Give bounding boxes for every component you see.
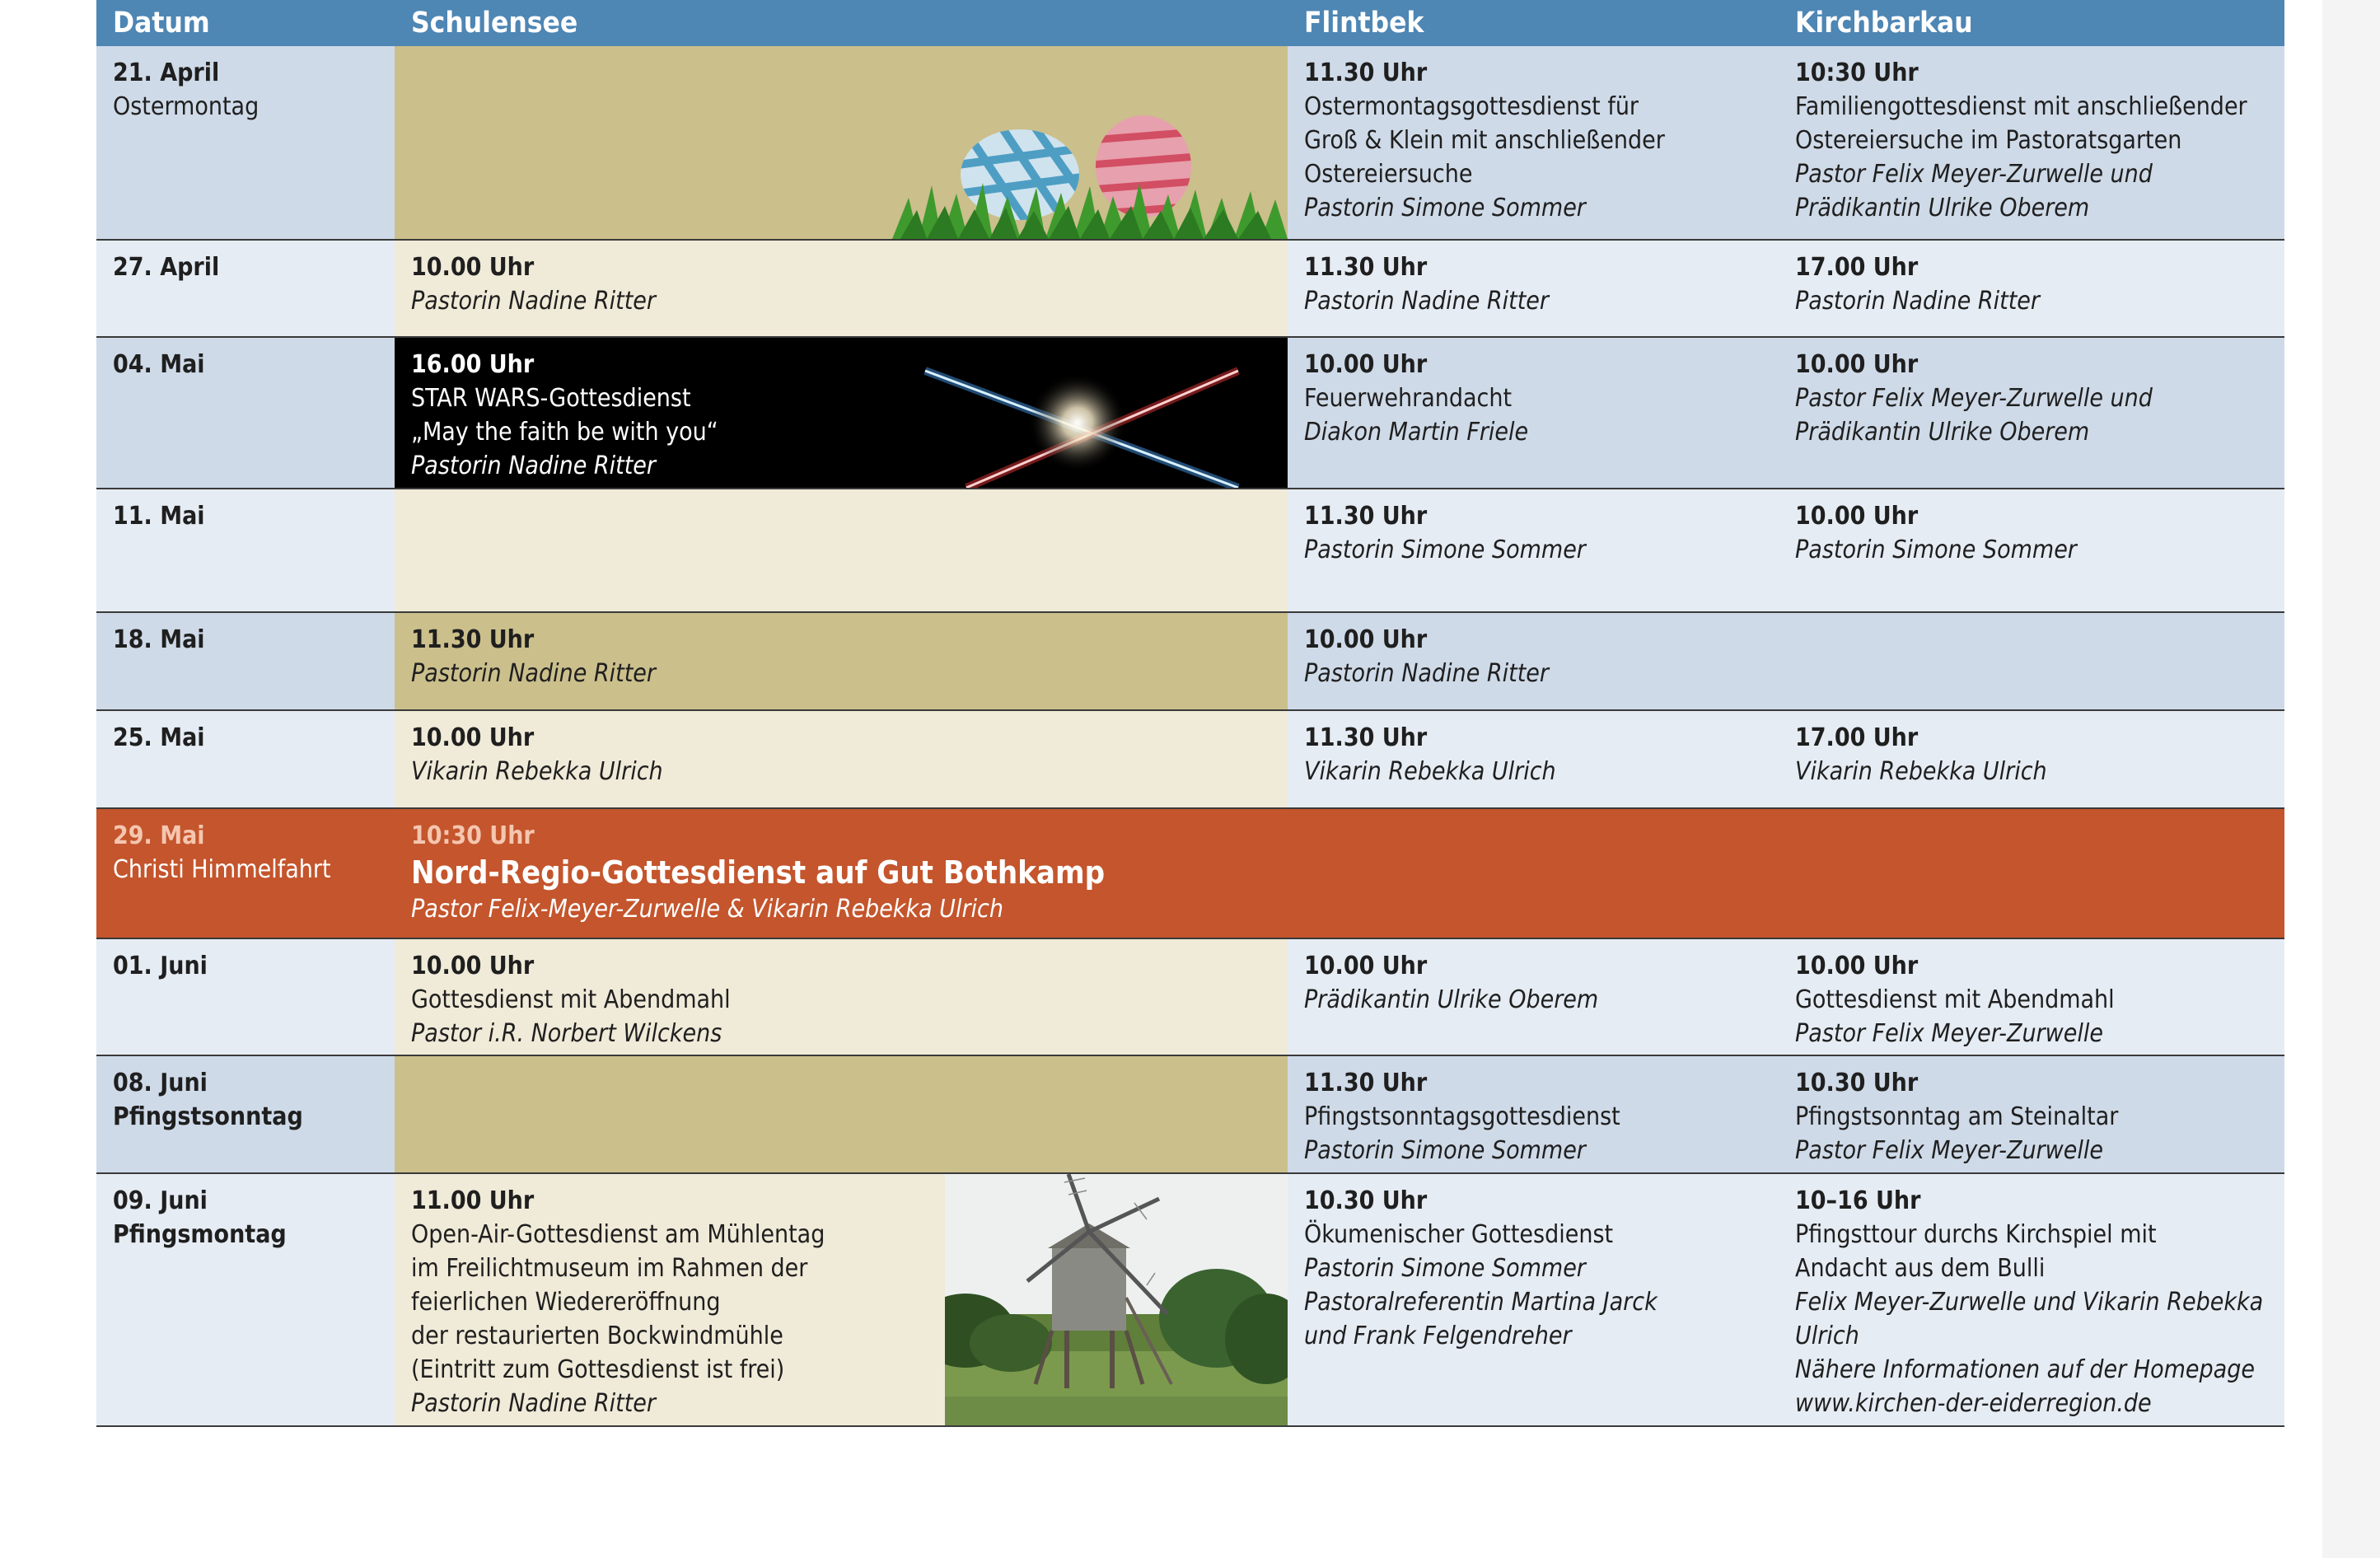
schedule-row [96,1173,2284,1426]
service-leader: Pastorin Simone Sommer [1304,1136,1586,1165]
schulensee-cell [395,46,1288,240]
kirchbarkau-cell [1779,337,2284,489]
date-label: 04. Mai [113,350,205,379]
service-time: 11.30 Uhr [411,625,535,654]
kirchbarkau-cell [1779,240,2284,337]
service-description: Ostermontagsgottesdienst für [1304,92,1639,121]
service-leader: Pastor Felix-Meyer-Zurwelle & Vikarin Rebekka Ulrich [411,895,1003,924]
service-leader: Pastorin Nadine Ritter [411,287,656,316]
service-description: Pfingsttour durchs Kirchspiel mit [1795,1220,2157,1249]
service-time: 10–16 Uhr [1795,1186,1921,1215]
schulensee-cell [395,1173,1288,1426]
service-leader: Pastorin Nadine Ritter [1304,659,1549,688]
date-cell [96,1173,395,1426]
flintbek-cell [1288,1055,1779,1173]
flintbek-cell [1288,489,1779,612]
kirchbarkau-cell [1779,710,2284,808]
date-cell [96,938,395,1055]
kirchbarkau-cell [1779,489,2284,612]
service-leader: Diakon Martin Friele [1304,418,1529,447]
service-leader: Prädikantin Ulrike Oberem [1304,985,1599,1014]
service-leader: Pastorin Nadine Ritter [411,451,656,480]
lightsaber-illustration [909,338,1288,488]
date-label: 29. Mai [113,821,205,850]
service-description: der restaurierten Bockwindmühle [411,1322,783,1350]
schulensee-cell [395,489,1288,612]
date-cell [96,808,395,938]
schulensee-cell [395,612,1288,710]
date-label: 08. Juni [113,1069,208,1097]
service-leader: Vikarin Rebekka Ulrich [1795,757,2047,786]
service-leader: Pastorin Nadine Ritter [1795,287,2040,316]
service-time: 10.00 Uhr [411,952,535,980]
service-time: 17.00 Uhr [1795,723,1919,752]
flintbek-cell [1288,46,1779,240]
service-time: 11.00 Uhr [411,1186,535,1215]
header-date: Datum [96,0,395,46]
schedule-row [96,46,2284,240]
flintbek-cell [1288,1173,1779,1426]
service-leader: Pastorin Simone Sommer [1304,536,1586,564]
service-time: 10.00 Uhr [1795,952,1919,980]
service-description: „May the faith be with you“ [411,418,718,447]
date-cell [96,710,395,808]
service-time: 17.00 Uhr [1795,253,1919,282]
service-leader: Pastorin Simone Sommer [1795,536,2077,564]
ascension-service-cell [395,808,2284,938]
service-leader: Pastorin Simone Sommer [1304,194,1586,222]
schulensee-cell [395,240,1288,337]
service-leader: und Frank Felgendreher [1304,1322,1572,1350]
service-leader: Pastorin Nadine Ritter [411,659,656,688]
service-leader: Vikarin Rebekka Ulrich [411,757,663,786]
worship-schedule-table [96,0,2284,1427]
service-time: 10.30 Uhr [1304,1186,1428,1215]
date-label: 18. Mai [113,625,205,654]
service-description: Groß & Klein mit anschließender [1304,126,1665,155]
service-description: Open-Air-Gottesdienst am Mühlentag [411,1220,825,1249]
service-leader: Ulrich [1795,1322,1859,1350]
service-description: Familiengottesdienst mit anschließender [1795,92,2247,121]
service-leader: Felix Meyer-Zurwelle und Vikarin Rebekka [1795,1288,2264,1317]
date-label: 01. Juni [113,952,208,980]
service-time: 11.30 Uhr [1304,253,1428,282]
service-time: 10.00 Uhr [411,253,535,282]
service-leader: Nähere Informationen auf der Homepage [1795,1355,2255,1384]
service-leader: Pastor Felix Meyer-Zurwelle und [1795,160,2153,189]
schedule-row [96,240,2284,337]
service-time: 10.00 Uhr [1304,952,1428,980]
schulensee-cell [395,337,1288,489]
date-label: 27. April [113,253,220,282]
header-flintbek: Flintbek [1288,0,1779,46]
service-leader: Pastor Felix Meyer-Zurwelle [1795,1136,2103,1165]
service-description: Pfingstsonntagsgottesdienst [1304,1102,1620,1131]
kirchbarkau-cell [1779,1055,2284,1173]
service-leader: Prädikantin Ulrike Oberem [1795,418,2090,447]
date-cell [96,1055,395,1173]
service-description: Ostereiersuche im Pastoratsgarten [1795,126,2182,155]
schedule-row [96,612,2284,710]
flintbek-cell [1288,337,1779,489]
service-time: 10.00 Uhr [1304,625,1428,654]
service-leader: Pastor Felix Meyer-Zurwelle und [1795,384,2153,413]
schulensee-cell [395,1055,1288,1173]
date-occasion: Pfingsmontag [113,1220,287,1249]
schedule-row [96,1055,2284,1173]
flintbek-cell [1288,938,1779,1055]
schulensee-cell [395,710,1288,808]
service-leader: Pastor i.R. Norbert Wilckens [411,1019,722,1048]
date-cell [96,240,395,337]
service-description: Ostereiersuche [1304,160,1473,189]
service-leader: Pastor Felix Meyer-Zurwelle [1795,1019,2103,1048]
service-leader: Pastorin Nadine Ritter [1304,287,1549,316]
service-time: 10.00 Uhr [1304,350,1428,379]
service-time: 10.00 Uhr [1795,350,1919,379]
date-label: 25. Mai [113,723,205,752]
kirchbarkau-cell [1779,46,2284,240]
service-leader: Vikarin Rebekka Ulrich [1304,757,1556,786]
ascension-row [96,808,2284,938]
service-description: Gottesdienst mit Abendmahl [1795,985,2115,1014]
date-cell [96,489,395,612]
service-description: Pfingstsonntag am Steinaltar [1795,1102,2119,1131]
service-description: Ökumenischer Gottesdienst [1304,1220,1614,1249]
schulensee-cell [395,938,1288,1055]
service-leader: Pastorin Simone Sommer [1304,1254,1586,1283]
windmill-photo [945,1174,1288,1425]
flintbek-cell [1288,612,1779,710]
service-time: 11.30 Uhr [1304,1069,1428,1097]
schedule-row [96,337,2284,489]
service-description: STAR WARS-Gottesdienst [411,384,691,413]
service-leader: Pastoralreferentin Martina Jarck [1304,1288,1658,1317]
service-description: im Freilichtmuseum im Rahmen der [411,1254,808,1283]
service-time: 16.00 Uhr [411,350,535,379]
date-cell [96,337,395,489]
service-time: 10:30 Uhr [411,821,535,850]
flintbek-cell [1288,710,1779,808]
table-header-row [96,0,2284,46]
service-time: 11.30 Uhr [1304,723,1428,752]
page-margin [2322,0,2380,1558]
service-description: Gottesdienst mit Abendmahl [411,985,731,1014]
service-time: 11.30 Uhr [1304,58,1428,87]
kirchbarkau-cell [1779,938,2284,1055]
service-leader: Pastorin Nadine Ritter [411,1389,656,1418]
schedule-row [96,489,2284,612]
date-label: 09. Juni [113,1186,208,1215]
kirchbarkau-cell [1779,1173,2284,1426]
schedule-row [96,710,2284,808]
date-cell [96,612,395,710]
service-description: Andacht aus dem Bulli [1795,1254,2046,1283]
date-occasion: Pfingstsonntag [113,1102,303,1131]
service-time: 10.00 Uhr [411,723,535,752]
header-kirchbarkau: Kirchbarkau [1779,0,2284,46]
service-time: 10:30 Uhr [1795,58,1919,87]
flintbek-cell [1288,240,1779,337]
service-description: Feuerwehrandacht [1304,384,1513,413]
service-time: 10.00 Uhr [1795,502,1919,531]
date-occasion: Ostermontag [113,92,260,121]
date-label: 21. April [113,58,220,87]
header-schulensee: Schulensee [395,0,1288,46]
service-time: 10.30 Uhr [1795,1069,1919,1097]
service-description: (Eintritt zum Gottesdienst ist frei) [411,1355,785,1384]
easter-eggs-illustration [892,107,1288,239]
kirchbarkau-cell [1779,612,2284,710]
service-title: Nord-Regio-Gottesdienst auf Gut Bothkamp [411,854,1106,891]
service-leader: www.kirchen-der-eiderregion.de [1795,1389,2152,1418]
date-cell [96,46,395,240]
date-label: 11. Mai [113,502,205,531]
schedule-row [96,938,2284,1055]
service-description: feierlichen Wiedereröffnung [411,1288,721,1317]
service-time: 11.30 Uhr [1304,502,1428,531]
service-leader: Prädikantin Ulrike Oberem [1795,194,2090,222]
date-occasion: Christi Himmelfahrt [113,855,331,884]
